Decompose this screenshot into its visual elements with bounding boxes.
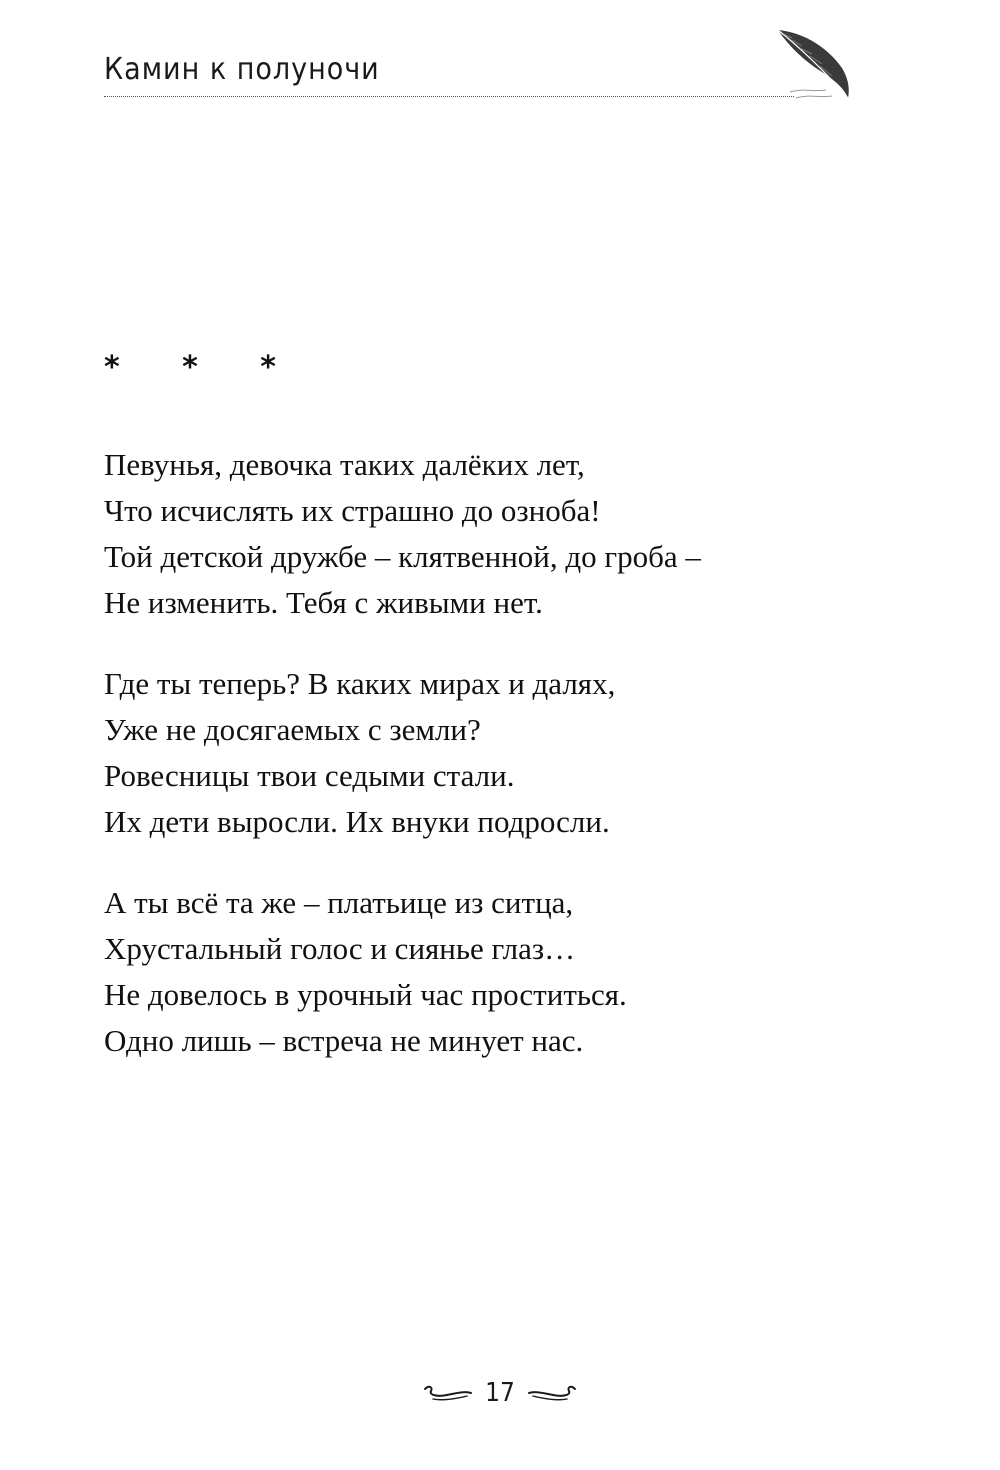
poem-line: Не изменить. Тебя с живыми нет. [104,585,543,620]
poem-line: Не довелось в урочный час проститься. [104,977,627,1012]
page-number: 17 [485,1378,515,1408]
running-title: Камин к полуночи [104,52,380,87]
poem-line: А ты всё та же – платьице из ситца, [104,885,574,920]
poem-line: Уже не досягаемых с земли? [104,712,481,747]
poem-line: Певунья, девочка таких далёких лет, [104,447,585,482]
poem-line: Что исчислять их страшно до озноба! [104,493,601,528]
header-rule [104,96,794,97]
quill-feather-icon [770,22,860,104]
swash-left-icon [421,1383,473,1403]
poem-line: Хрустальный голос и сиянье глаз… [104,931,576,966]
poem-line: Одно лишь – встреча не минует нас. [104,1023,584,1058]
poem-line: Той детской дружбе – клятвенной, до гроба – [104,539,701,574]
poem-line: Ровесницы твои седыми стали. [104,758,515,793]
poem [104,338,904,1064]
poem-line: Их дети выросли. Их внуки подросли. [104,804,610,839]
page-footer [0,1378,1000,1418]
swash-right-icon [527,1383,579,1403]
poem-line: Где ты теперь? В каких мирах и далях, [104,666,616,701]
stanza-2 [104,661,904,845]
stanza-separator: * * * [104,350,302,385]
stanza-1 [104,442,904,626]
stanza-3 [104,880,904,1064]
